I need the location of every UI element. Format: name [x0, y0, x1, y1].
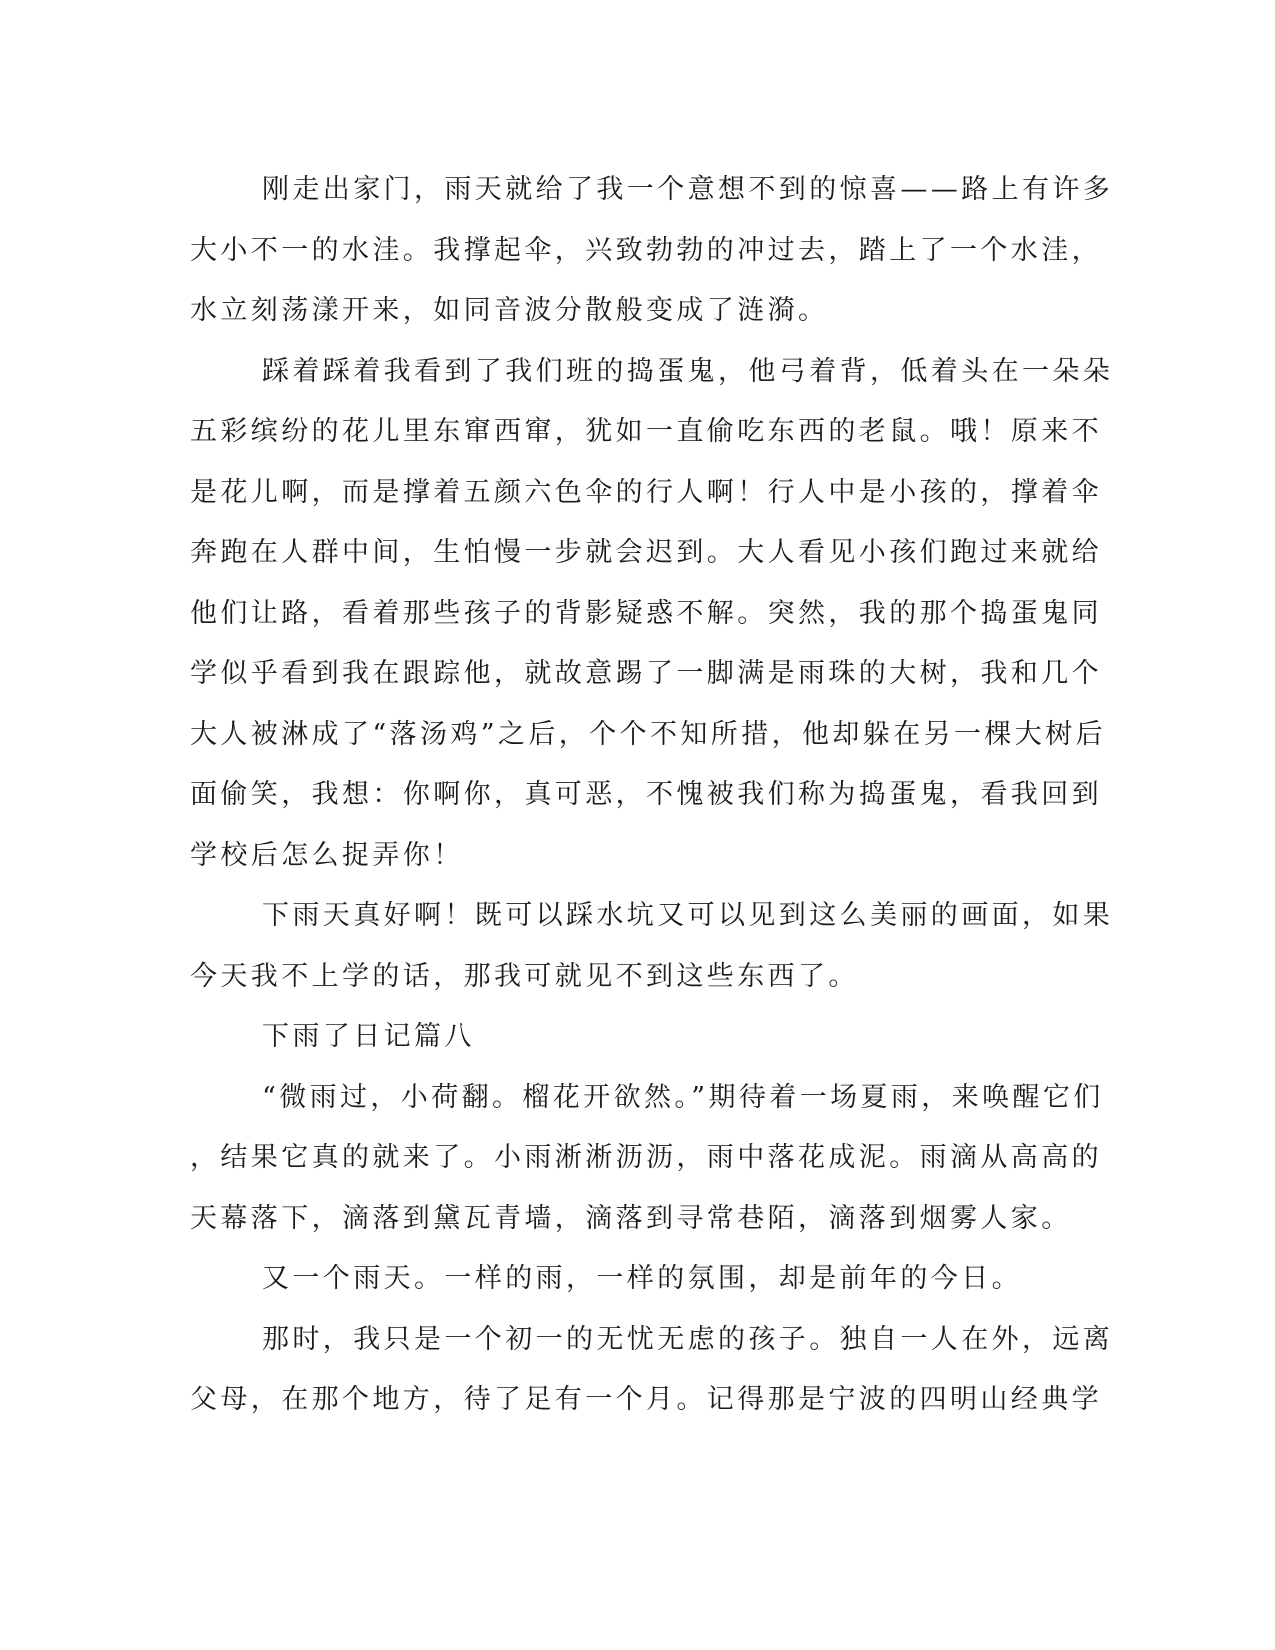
paragraph-6 [190, 1249, 1080, 1310]
text-line: 下雨天真好啊！既可以踩水坑又可以见到这么美丽的画面，如果 [262, 900, 1114, 931]
text-line: 水立刻荡漾开来，如同音波分散般变成了涟漪。 [190, 295, 829, 326]
text-line: 学校后怎么捉弄你！ [190, 839, 464, 871]
text-line: 他们让路，看着那些孩子的背影疑惑不解。突然，我的那个捣蛋鬼同 [190, 597, 1102, 629]
text-line: 天幕落下，滴落到黛瓦青墙，滴落到寻常巷陌，滴落到烟雾人家。 [190, 1202, 1072, 1234]
text-line: 踩着踩着我看到了我们班的捣蛋鬼，他弓着背，低着头在一朵朵 [262, 355, 1114, 387]
text-line: 那时，我只是一个初一的无忧无虑的孩子。独自一人在外，远离 [262, 1323, 1114, 1355]
text-line: 父母，在那个地方，待了足有一个月。记得那是宁波的四明山经典学 [190, 1384, 1102, 1415]
document-body [190, 160, 1114, 1431]
text-line: 刚走出家门，雨天就给了我一个意想不到的惊喜——路上有许多 [262, 174, 1114, 205]
text-line: ，结果它真的就来了。小雨淅淅沥沥，雨中落花成泥。雨滴从高高的 [190, 1142, 1102, 1173]
text-line: 今天我不上学的话，那我可就见不到这些东西了。 [190, 960, 859, 992]
paragraph-1 [190, 160, 1114, 342]
text-line: 是花儿啊，而是撑着五颜六色伞的行人啊！行人中是小孩的，撑着伞 [190, 476, 1102, 508]
paragraph-3 [190, 886, 1114, 1007]
text-line: 奔跑在人群中间，生怕慢一步就会迟到。大人看见小孩们跑过来就给 [190, 537, 1102, 568]
text-line: 大小不一的水洼。我撑起伞，兴致勃勃的冲过去，踏上了一个水洼， [190, 234, 1102, 266]
text-line: 大人被淋成了“落汤鸡”之后，个个不知所措，他却躲在另一棵大树后 [190, 718, 1107, 750]
paragraph-5 [190, 1068, 1104, 1250]
text-line: “微雨过，小荷翻。榴花开欲然。”期待着一场夏雨，来唤醒它们 [262, 1081, 1104, 1113]
text-line: 学似乎看到我在跟踪他，就故意踢了一脚满是雨珠的大树，我和几个 [190, 658, 1102, 689]
section-heading [190, 1007, 1080, 1068]
paragraph-2 [190, 342, 1114, 887]
text-line: 又一个雨天。一样的雨，一样的氛围，却是前年的今日。 [262, 1263, 1022, 1294]
paragraph-7 [190, 1310, 1114, 1431]
text-line: 五彩缤纷的花儿里东窜西窜，犹如一直偷吃东西的老鼠。哦！原来不 [190, 416, 1102, 447]
heading-line: 下雨了日记篇八 [262, 1021, 475, 1052]
text-line: 面偷笑，我想：你啊你，真可恶，不愧被我们称为捣蛋鬼，看我回到 [190, 779, 1102, 810]
